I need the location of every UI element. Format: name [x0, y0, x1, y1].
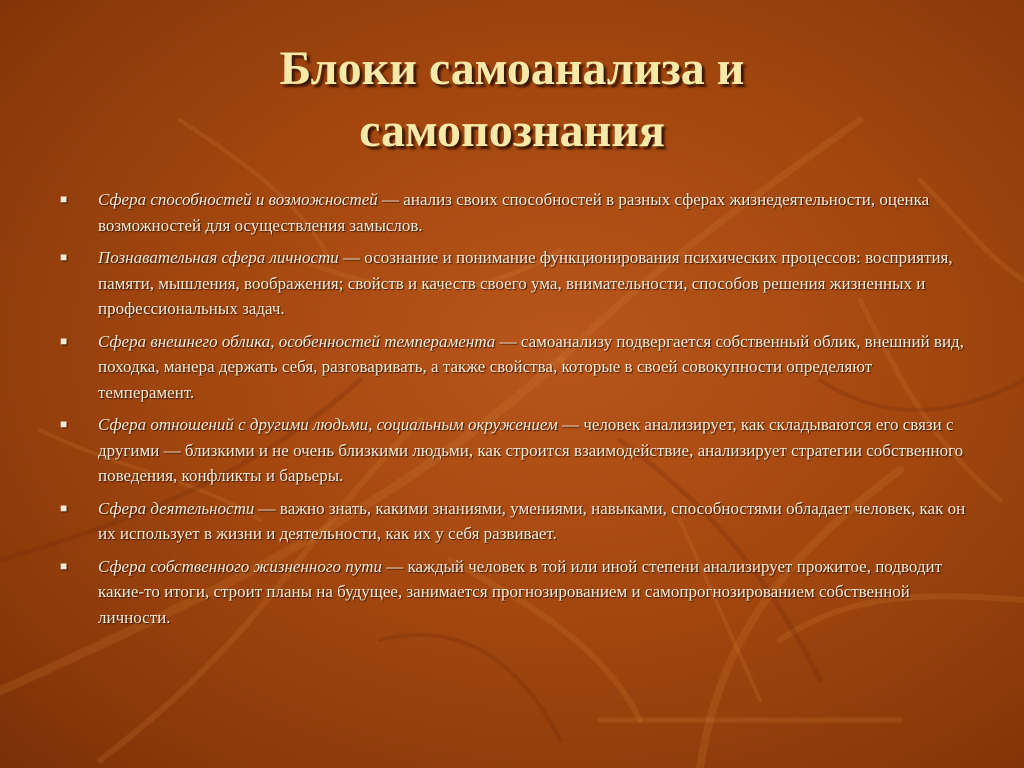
bullet-description: — каждый человек в той или иной степени анализирует прожитое, подводит какие-то итоги, строит планы на будущее, занимается прогнозированием и самопрогнозированием собственной личности. — [98, 556, 943, 627]
square-bullet-icon: ■ — [60, 500, 68, 515]
bullet-item — [60, 496, 972, 547]
bullet-item — [60, 554, 972, 631]
bullet-term: Сфера внешнего облика, особенностей темперамента — [98, 331, 496, 351]
bullet-description: — осознание и понимание функционирования психических процессов: восприятия, памяти, мышления, воображения; свойств и качеств своего ума, внимательности, способов решения жизненных и профессиональных задач. — [98, 248, 953, 318]
slide-title — [0, 38, 1024, 162]
bullet-description: — важно знать, какими знаниями, умениями, навыками, способностями обладает человек, как он их использует в жизни и деятельности, как их у себя развивает. — [98, 498, 966, 543]
bullet-term: Познавательная сфера личности — [98, 248, 339, 267]
slide-title-line: самопознания — [359, 104, 665, 157]
bullet-item — [60, 329, 972, 406]
bullet-item — [60, 245, 972, 322]
square-bullet-icon: ■ — [60, 250, 68, 264]
bullet-item — [60, 187, 972, 238]
bullet-term: Сфера отношений с другими людьми, социальным окружением — [98, 415, 558, 434]
bullet-item — [60, 412, 972, 489]
bullet-list — [60, 187, 972, 637]
bullet-description: — человек анализирует, как складываются его связи с другими — близкими и не очень близкими людьми, как строится взаимодействие, анализирует стратегии собственного поведения, конфликты и барьеры. — [98, 415, 964, 485]
square-bullet-icon: ■ — [60, 417, 68, 431]
square-bullet-icon: ■ — [60, 333, 68, 348]
bullet-term: Сфера деятельности — [98, 498, 255, 518]
bullet-term: Сфера собственного жизненного пути — [98, 556, 383, 576]
slide-title-line: Блоки самоанализа и — [279, 42, 745, 95]
bullet-description: — анализ своих способностей в разных сферах жизнедеятельности, оценка возможностей для осуществления замыслов. — [98, 190, 930, 235]
square-bullet-icon: ■ — [60, 558, 68, 573]
bullet-term: Сфера способностей и возможностей — [98, 190, 378, 209]
bullet-description: — самоанализу подвергается собственный облик, внешний вид, походка, манера держать себя, разговаривать, а также свойства, которые в своей совокупности определяют темперамент. — [98, 331, 964, 402]
square-bullet-icon: ■ — [60, 192, 68, 206]
